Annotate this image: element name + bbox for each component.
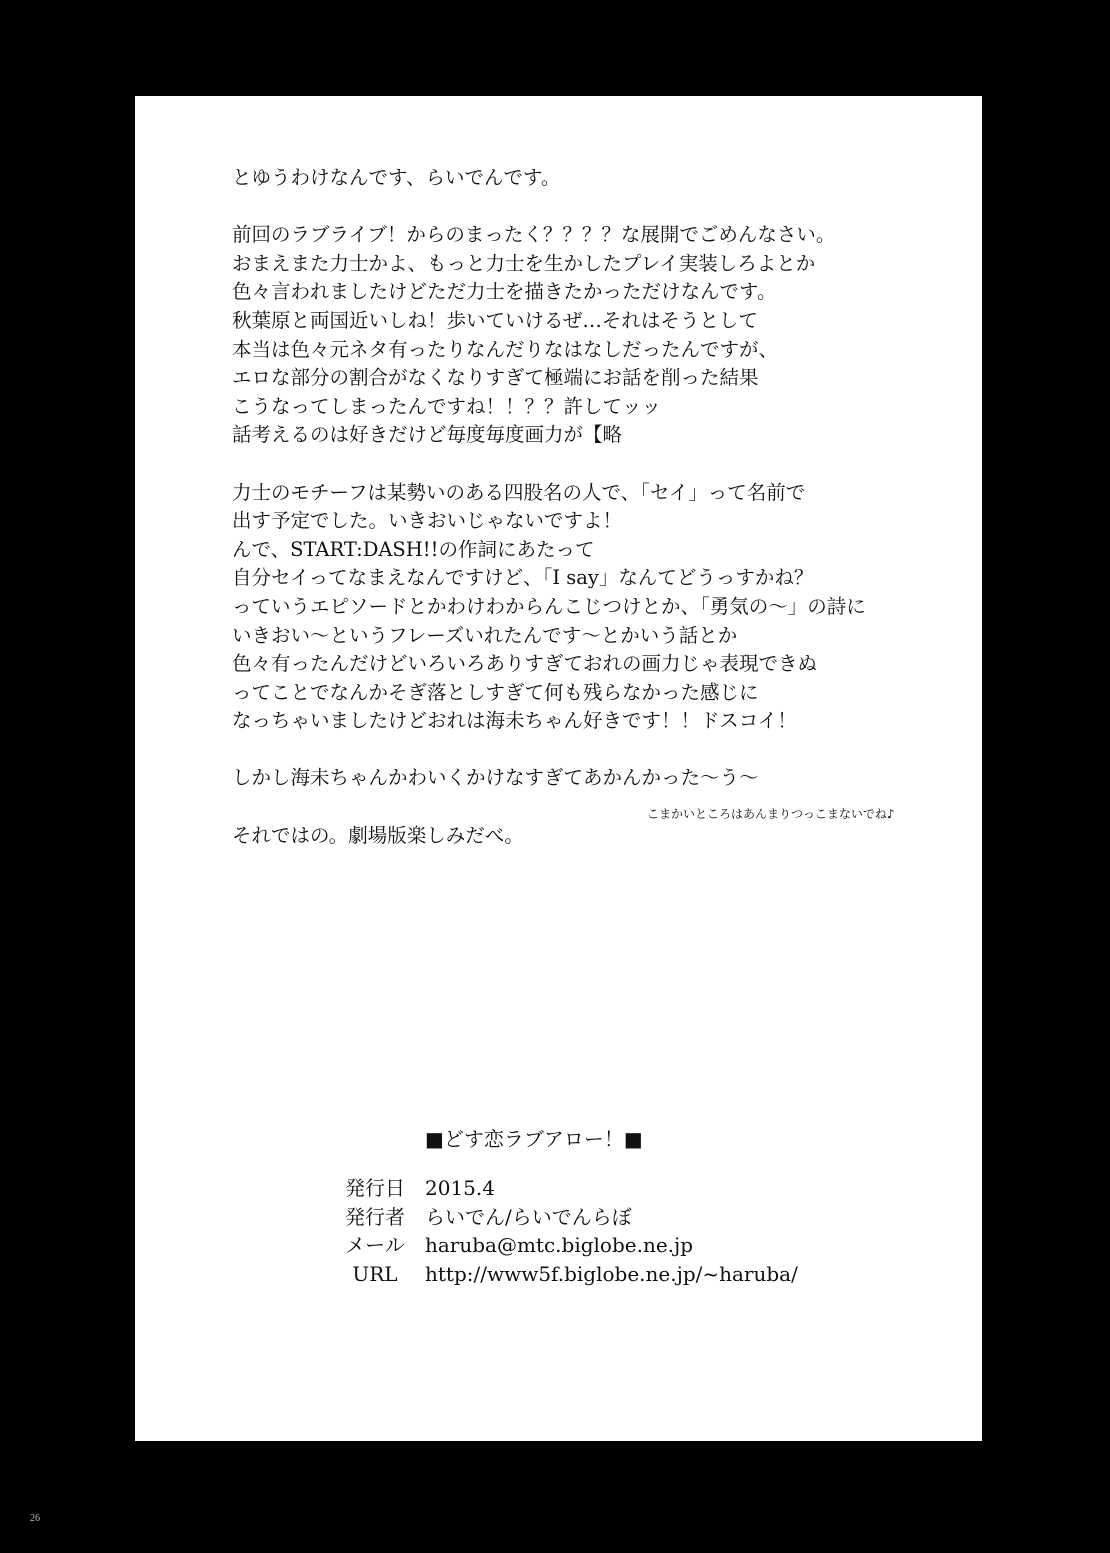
text-line: それではの。劇場版楽しみだべ。 (232, 823, 524, 847)
url-label: URL (352, 1261, 398, 1286)
mail-value: haruba@mtc.biglobe.ne.jp (425, 1233, 694, 1257)
publisher-label: 発行者 (345, 1204, 405, 1229)
date-value: 2015.4 (425, 1176, 495, 1200)
colophon-publisher-row (325, 1203, 798, 1232)
text-line: 本当は色々元ネタ有ったりなんだりなはなしだったんですが、 (232, 337, 779, 361)
text-line: いきおい～というフレーズいれたんです～とかいう話とか (232, 623, 738, 647)
text-line: 色々言われましたけどただ力士を描きたかっただけなんです。 (232, 280, 777, 304)
colophon-title: ■どす恋ラブアロー！■ (425, 1127, 643, 1151)
text-line: とゆうわけなんです、らいでんです。 (232, 166, 561, 189)
paragraph-5 (232, 822, 932, 851)
paragraph-3 (232, 479, 932, 736)
text-line: 秋葉原と両国近いしね！歩いていけるぜ…それはそうとして (232, 308, 758, 332)
page-number: 26 (30, 1513, 40, 1524)
url-value: http://www5f.biglobe.ne.jp/~haruba/ (425, 1261, 798, 1286)
colophon-url-row (325, 1260, 798, 1289)
colophon-date-row (325, 1174, 798, 1203)
paragraph-2 (232, 221, 932, 450)
text-line: 前回のラブライブ！からのまったく？？？？な展開でごめんなさい。 (232, 223, 836, 247)
document-page (135, 96, 982, 1441)
text-line: 色々有ったんだけどいろいろありすぎておれの画力じゃ表現できぬ (232, 652, 818, 676)
mail-label: メール (345, 1233, 405, 1257)
text-line: 出す予定でした。いきおいじゃないですよ！ (232, 509, 623, 533)
text-line: っていうエピソードとかわけわからんこじつけとか、「勇気の～」の詩に (232, 594, 866, 618)
text-line: ってことでなんかそぎ落としすぎて何も残らなかった感じに (232, 680, 759, 704)
text-line: んで、START:DASH!!の作詞にあたって (232, 537, 595, 561)
footnote: こまかいところはあんまりつっこまないでね♪ (647, 807, 895, 821)
text-line: 力士のモチーフは某勢いのある四股名の人で、「セイ」って名前で (232, 480, 806, 504)
text-line: こうなってしまったんですね！！？？許してッッ (232, 394, 662, 418)
paragraph-4 (232, 764, 932, 793)
text-line: エロな部分の割合がなくなりすぎて極端にお話を削った結果 (232, 366, 759, 390)
paragraph-1 (232, 164, 932, 193)
publisher-value: らいでん/らいでんらぼ (425, 1204, 632, 1229)
text-line: なっちゃいましたけどおれは海未ちゃん好きです！！ドスコイ！ (232, 709, 797, 733)
colophon (325, 1174, 798, 1288)
text-line: 自分セイってなまえなんですけど、「I say」なんてどうっすかね？ (232, 566, 814, 590)
text-line: おまえまた力士かよ、もっと力士を生かしたプレイ実装しろよとか (232, 251, 816, 275)
text-line: しかし海未ちゃんかわいくかけなすぎてあかんかった～う～ (232, 766, 759, 790)
text-line: 話考えるのは好きだけど毎度毎度画力が【略 (232, 423, 623, 447)
afterword-text (232, 164, 932, 850)
colophon-mail-row (325, 1231, 798, 1260)
date-label: 発行日 (345, 1176, 405, 1200)
